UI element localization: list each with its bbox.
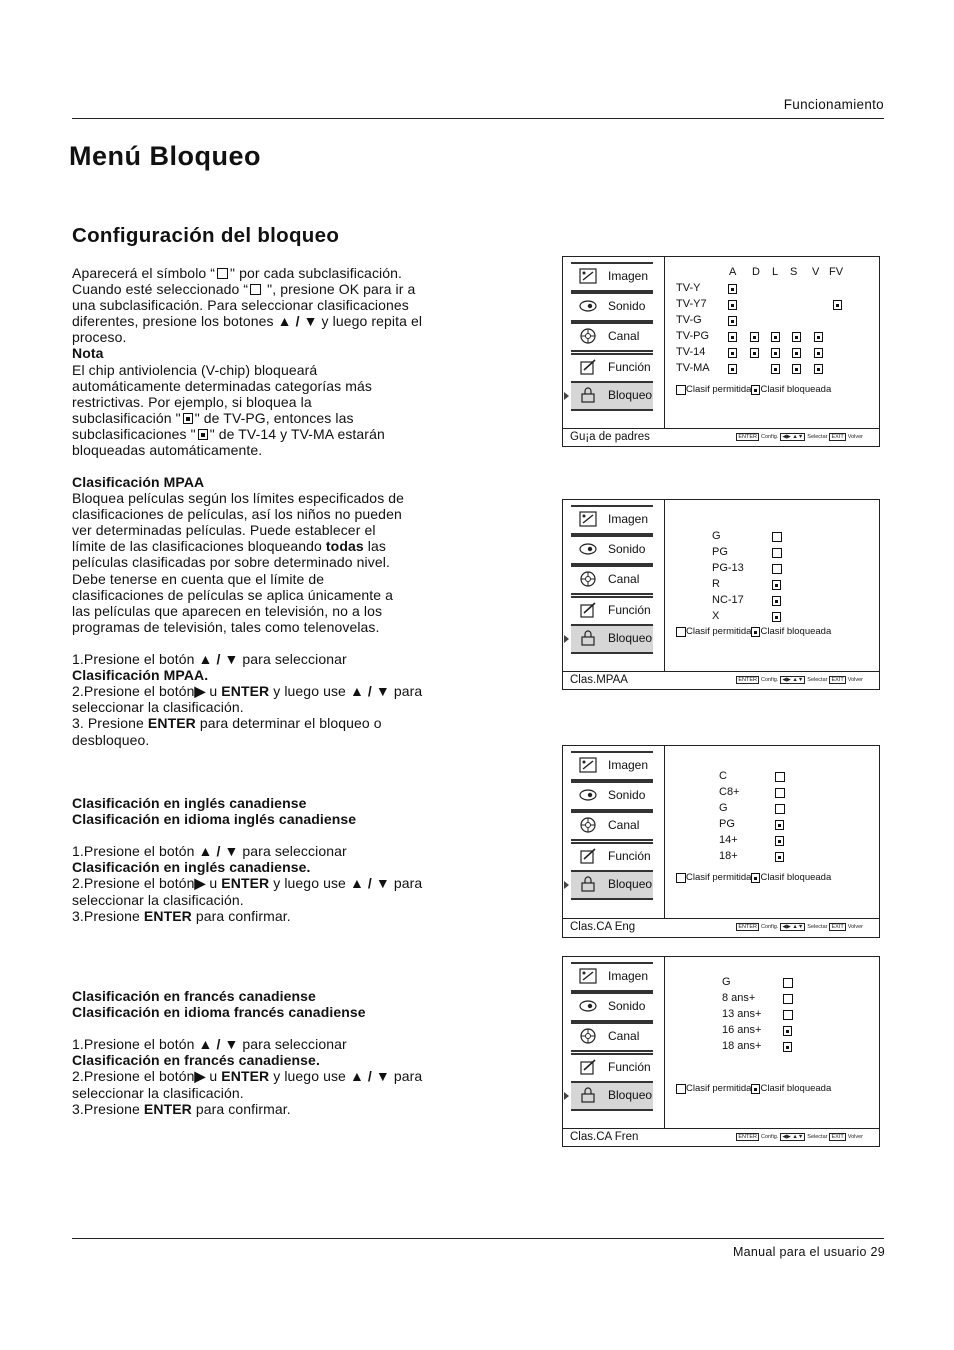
config-hint: Config. — [760, 1134, 779, 1140]
section-title: Configuración del bloqueo — [72, 224, 340, 247]
menu-item-label: Canal — [608, 818, 640, 832]
section-header: Funcionamiento — [783, 97, 884, 112]
menu-item-label: Canal — [608, 329, 640, 343]
rating-legend — [676, 384, 831, 395]
allowed-checkbox-icon[interactable] — [775, 804, 785, 814]
menu-item-funcion[interactable] — [571, 1053, 653, 1083]
menu-item-funcion[interactable] — [571, 596, 653, 626]
intro-text: Aparecerá el símbolo “ " por cada subclasificación. Cuando esté seleccionado “ ", presione OK para ir a una subclasificación. Para seleccionar clasificaciones diferentes, presione los botones ▲ / ▼ y luego repita el proceso. Nota El chip antiviolencia (V-chip) bloqueará automáticamente determinadas categorías más restrictivas. Por ejemplo, si bloquea la subclasificación " " de TV-PG, entonces las subclasificaciones " " de TV-14 y TV-MA estarán bloqueadas automáticamente. — [72, 265, 467, 458]
sonido-icon — [579, 541, 597, 557]
canadian-french-panel — [562, 956, 880, 1147]
menu-sidebar — [563, 746, 665, 918]
menu-item-canal[interactable] — [571, 322, 653, 352]
menu-item-bloqueo[interactable] — [571, 870, 653, 900]
exit-key-icon: EXIT — [831, 924, 844, 930]
rating-legend — [676, 626, 831, 637]
mpaa-rating-panel — [562, 499, 880, 690]
menu-item-label: Sonido — [608, 999, 646, 1013]
back-hint: Volver — [847, 677, 863, 683]
select-hint: Selectar — [807, 1134, 828, 1140]
config-hint: Config. — [760, 924, 779, 930]
back-hint: Volver — [847, 434, 863, 440]
footer-rule — [72, 1238, 884, 1239]
canal-icon — [579, 571, 597, 587]
blocked-lock-icon[interactable] — [783, 1042, 792, 1052]
rating-label: C8+ — [719, 786, 740, 798]
allowed-checkbox-icon[interactable] — [772, 548, 782, 558]
blocked-lock-icon[interactable] — [750, 332, 759, 342]
blocked-lock-icon — [751, 385, 760, 395]
allowed-checkbox-icon[interactable] — [783, 994, 793, 1004]
select-hint: Selectar — [807, 434, 828, 440]
blocked-lock-icon[interactable] — [728, 300, 737, 310]
menu-sidebar — [563, 500, 665, 671]
status-bar — [563, 671, 879, 689]
blocked-lock-icon[interactable] — [792, 364, 801, 374]
funcion-icon — [579, 359, 597, 375]
rating-label: TV-G — [676, 314, 702, 326]
blocked-lock-icon[interactable] — [728, 364, 737, 374]
note-heading: Nota — [72, 345, 104, 362]
funcion-icon — [579, 1059, 597, 1075]
blocked-lock-icon[interactable] — [728, 332, 737, 342]
lock-icon — [198, 429, 208, 440]
status-bar-title: Clas.MPAA — [570, 674, 628, 686]
config-hint: Config. — [760, 434, 779, 440]
blocked-lock-icon[interactable] — [772, 596, 781, 606]
exit-key-icon: EXIT — [831, 1134, 844, 1140]
navigation-keys-icon: ◀▶ ▲▼ — [782, 1134, 804, 1140]
back-hint: Volver — [847, 924, 863, 930]
rating-label: G — [719, 802, 728, 814]
menu-item-canal[interactable] — [571, 565, 653, 595]
bloqueo-icon — [579, 630, 597, 646]
mpaa-heading: Clasificación MPAA — [72, 474, 205, 490]
legend-allowed: Clasif permitida — [686, 384, 752, 395]
menu-item-label: Función — [608, 1060, 651, 1074]
menu-item-label: Sonido — [608, 542, 646, 556]
blocked-lock-icon[interactable] — [833, 300, 842, 310]
menu-item-imagen[interactable] — [571, 751, 653, 781]
selected-arrow-icon — [564, 392, 569, 400]
enter-key-icon: ENTER — [738, 924, 757, 930]
blocked-lock-icon[interactable] — [814, 332, 823, 342]
blocked-lock-icon[interactable] — [775, 852, 784, 862]
blocked-lock-icon[interactable] — [775, 836, 784, 846]
menu-item-bloqueo[interactable] — [571, 381, 653, 411]
rating-label: 8 ans+ — [722, 992, 756, 1004]
menu-item-funcion[interactable] — [571, 353, 653, 383]
blocked-lock-icon[interactable] — [792, 348, 801, 358]
allowed-checkbox-icon[interactable] — [772, 564, 782, 574]
legend-blocked: Clasif bloqueada — [760, 872, 832, 883]
content-column-header: S — [790, 266, 798, 278]
status-bar — [563, 918, 879, 936]
exit-key-icon: EXIT — [831, 434, 844, 440]
menu-item-label: Canal — [608, 572, 640, 586]
enter-key-icon: ENTER — [738, 434, 757, 440]
mpaa-text: Clasificación MPAA Bloquea películas según los límites especificados de clasificaciones de películas, así los niños no pueden ver determinadas películas. Puede establecer el límite de las clasificaciones bloqueando todas las películas clasificadas por sobre determinado nivel. Debe tenerse en cuenta que el límite de clasificaciones de películas se aplica únicamente a las películas que aparecen en televisión, no a los programas de televisión, tales como telenovelas. 1.Presione el botón ▲ / ▼ para seleccionar Clasificación MPAA. 2.Presione el botón▶ u ENTER y luego use ▲ / ▼ para seleccionar la clasificación. 3. Presione ENTER para determinar el bloqueo o desbloqueo. — [72, 474, 467, 748]
allowed-checkbox-icon — [676, 385, 686, 395]
menu-item-canal[interactable] — [571, 811, 653, 841]
canal-icon — [579, 1028, 597, 1044]
navigation-keys-icon: ◀▶ ▲▼ — [782, 434, 804, 440]
blocked-lock-icon[interactable] — [728, 284, 737, 294]
imagen-icon — [579, 968, 597, 984]
open-lock-icon — [183, 413, 193, 424]
canal-icon — [579, 328, 597, 344]
rating-label: NC-17 — [712, 594, 744, 606]
content-column-header: V — [812, 266, 820, 278]
menu-item-label: Canal — [608, 1029, 640, 1043]
rating-label: PG-13 — [712, 562, 744, 574]
rating-legend — [676, 872, 831, 883]
legend-allowed: Clasif permitida — [686, 1083, 752, 1094]
rating-label: 18+ — [719, 850, 738, 862]
menu-item-label: Imagen — [608, 269, 649, 283]
menu-item-sonido[interactable] — [571, 535, 653, 565]
blocked-lock-icon[interactable] — [792, 332, 801, 342]
status-bar-title: Clas.CA Eng — [570, 921, 636, 933]
rating-label: 13 ans+ — [722, 1008, 762, 1020]
blocked-lock-icon — [751, 873, 760, 883]
page-title: Menú Bloqueo — [69, 141, 261, 171]
menu-item-label: Bloqueo — [608, 388, 653, 402]
blocked-lock-icon[interactable] — [772, 612, 781, 622]
blocked-lock-icon[interactable] — [771, 348, 780, 358]
blocked-lock-icon[interactable] — [750, 348, 759, 358]
rating-label: 16 ans+ — [722, 1024, 762, 1036]
sonido-icon — [579, 298, 597, 314]
rating-legend — [676, 1083, 831, 1094]
status-bar-title: Clas.CA Fren — [570, 1131, 639, 1143]
select-hint: Selectar — [807, 924, 828, 930]
rating-label: C — [719, 770, 727, 782]
allowed-checkbox-icon[interactable] — [772, 532, 782, 542]
rating-label: G — [712, 530, 721, 542]
menu-item-label: Función — [608, 849, 651, 863]
rating-label: PG — [712, 546, 728, 558]
back-hint: Volver — [847, 1134, 863, 1140]
unlocked-checkbox-icon — [250, 284, 261, 295]
menu-item-imagen[interactable] — [571, 262, 653, 292]
menu-item-bloqueo[interactable] — [571, 1081, 653, 1111]
blocked-lock-icon[interactable] — [814, 364, 823, 374]
menu-item-label: Función — [608, 360, 651, 374]
rating-label: 14+ — [719, 834, 738, 846]
sonido-icon — [579, 998, 597, 1014]
allowed-checkbox-icon — [676, 627, 686, 637]
legend-blocked: Clasif bloqueada — [760, 1083, 832, 1094]
rating-label: R — [712, 578, 720, 590]
menu-item-sonido[interactable] — [571, 992, 653, 1022]
rating-label: TV-Y — [676, 282, 701, 294]
unlocked-checkbox-icon — [217, 268, 228, 279]
rating-label: TV-PG — [676, 330, 710, 342]
cafre-text: Clasificación en francés canadiense Clasificación en idioma francés canadiense 1.Presione el botón ▲ / ▼ para seleccionar Clasificación en francés canadiense. 2.Presione el botón▶ u ENTER y luego use ▲ / ▼ para seleccionar la clasificación. 3.Presione ENTER para confirmar. — [72, 988, 423, 1117]
blocked-lock-icon — [751, 627, 760, 637]
rating-label: X — [712, 610, 720, 622]
navigation-keys-icon: ◀▶ ▲▼ — [782, 677, 804, 683]
caeng-text: Clasificación en inglés canadiense Clasificación en idioma inglés canadiense 1.Presione el botón ▲ / ▼ para seleccionar Clasificación en inglés canadiense. 2.Presione el botón▶ u ENTER y luego use ▲ / ▼ para seleccionar la clasificación. 3.Presione ENTER para confirmar. — [72, 795, 423, 924]
enter-key-icon: ENTER — [738, 677, 757, 683]
canal-icon — [579, 817, 597, 833]
blocked-lock-icon[interactable] — [771, 332, 780, 342]
menu-item-label: Bloqueo — [608, 631, 653, 645]
sonido-icon — [579, 787, 597, 803]
header-rule — [72, 118, 884, 119]
allowed-checkbox-icon — [676, 873, 686, 883]
menu-item-label: Sonido — [608, 299, 646, 313]
canadian-english-panel — [562, 745, 880, 938]
funcion-icon — [579, 848, 597, 864]
rating-label: 18 ans+ — [722, 1040, 762, 1052]
enter-key-icon: ENTER — [738, 1134, 757, 1140]
selected-arrow-icon — [564, 635, 569, 643]
blocked-lock-icon[interactable] — [783, 1026, 792, 1036]
bloqueo-icon — [579, 387, 597, 403]
menu-item-label: Bloqueo — [608, 877, 653, 891]
navigation-keys-icon: ◀▶ ▲▼ — [782, 924, 804, 930]
menu-item-label: Imagen — [608, 758, 649, 772]
status-bar — [563, 1128, 879, 1146]
menu-item-label: Función — [608, 603, 651, 617]
selected-arrow-icon — [564, 881, 569, 889]
rating-label: TV-Y7 — [676, 298, 707, 310]
allowed-checkbox-icon — [676, 1084, 686, 1094]
content-column-header: L — [772, 266, 779, 278]
legend-allowed: Clasif permitida — [686, 626, 752, 637]
menu-item-imagen[interactable] — [571, 505, 653, 535]
tv-parental-guide-panel — [562, 256, 880, 447]
legend-blocked: Clasif bloqueada — [760, 626, 832, 637]
content-column-header: FV — [829, 266, 844, 278]
funcion-icon — [579, 602, 597, 618]
imagen-icon — [579, 511, 597, 527]
legend-allowed: Clasif permitida — [686, 872, 752, 883]
bloqueo-icon — [579, 876, 597, 892]
allowed-checkbox-icon[interactable] — [775, 788, 785, 798]
select-hint: Selectar — [807, 677, 828, 683]
rating-label: PG — [719, 818, 735, 830]
menu-item-label: Sonido — [608, 788, 646, 802]
key-hints — [736, 433, 865, 441]
menu-item-bloqueo[interactable] — [571, 624, 653, 654]
menu-item-label: Imagen — [608, 969, 649, 983]
status-bar-title: Gu¡a de padres — [570, 431, 650, 443]
selected-arrow-icon — [564, 1092, 569, 1100]
menu-item-label: Bloqueo — [608, 1088, 653, 1102]
blocked-lock-icon[interactable] — [814, 348, 823, 358]
content-column-header: A — [729, 266, 737, 278]
blocked-lock-icon[interactable] — [728, 348, 737, 358]
page-footer: Manual para el usuario 29 — [732, 1245, 885, 1259]
imagen-icon — [579, 757, 597, 773]
status-bar — [563, 428, 879, 446]
allowed-checkbox-icon[interactable] — [783, 1010, 793, 1020]
key-hints — [736, 923, 865, 931]
menu-sidebar — [563, 257, 665, 428]
blocked-lock-icon[interactable] — [772, 580, 781, 590]
content-column-header: D — [752, 266, 760, 278]
menu-item-funcion[interactable] — [571, 842, 653, 872]
exit-key-icon: EXIT — [831, 677, 844, 683]
blocked-lock-icon — [751, 1084, 760, 1094]
key-hints — [736, 676, 865, 684]
menu-item-sonido[interactable] — [571, 781, 653, 811]
blocked-lock-icon[interactable] — [728, 316, 737, 326]
menu-item-canal[interactable] — [571, 1022, 653, 1052]
menu-item-imagen[interactable] — [571, 962, 653, 992]
menu-item-sonido[interactable] — [571, 292, 653, 322]
blocked-lock-icon[interactable] — [771, 364, 780, 374]
rating-label: G — [722, 976, 731, 988]
imagen-icon — [579, 268, 597, 284]
menu-sidebar — [563, 957, 665, 1128]
config-hint: Config. — [760, 677, 779, 683]
rating-label: TV-14 — [676, 346, 706, 358]
menu-item-label: Imagen — [608, 512, 649, 526]
blocked-lock-icon[interactable] — [775, 820, 784, 830]
key-hints — [736, 1133, 865, 1141]
allowed-checkbox-icon[interactable] — [775, 772, 785, 782]
bloqueo-icon — [579, 1087, 597, 1103]
legend-blocked: Clasif bloqueada — [760, 384, 832, 395]
allowed-checkbox-icon[interactable] — [783, 978, 793, 988]
rating-label: TV-MA — [676, 362, 710, 374]
